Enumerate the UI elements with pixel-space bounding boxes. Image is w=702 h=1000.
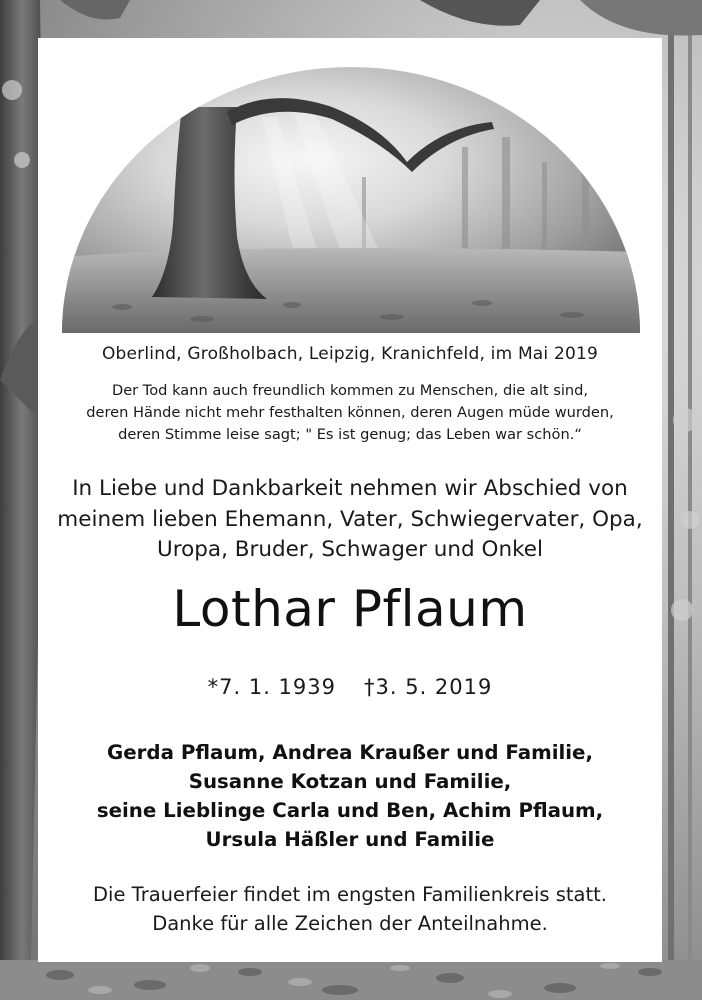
intro-line: In Liebe und Dankbarkeit nehmen wir Abschied von xyxy=(72,476,628,501)
quote-line: Der Tod kann auch freundlich kommen zu Menschen, die alt sind, xyxy=(111,382,589,399)
mourners-line: Ursula Häßler und Familie xyxy=(205,828,495,851)
place-date-line: Oberlind, Großholbach, Leipzig, Kranichfeld, im Mai 2019 xyxy=(101,344,599,364)
intro-line: meinem lieben Ehemann, Vater, Schwiegervater, Opa, xyxy=(57,506,643,532)
birth-date: *7. 1. 1939 xyxy=(207,675,336,699)
funeral-notice xyxy=(38,880,662,938)
quote-block xyxy=(38,380,662,446)
death-date: †3. 5. 2019 xyxy=(364,675,493,699)
intro-line: Uropa, Bruder, Schwager und Onkel xyxy=(157,537,543,562)
mourners-line: seine Lieblinge Carla und Ben, Achim Pflaum, xyxy=(96,799,604,822)
mourners-line: Susanne Kotzan und Familie, xyxy=(188,770,512,793)
life-dates xyxy=(38,675,662,699)
quote-line: deren Hände nicht mehr festhalten können, deren Augen müde wurden, xyxy=(86,404,614,421)
notice-line: Danke für alle Zeichen der Anteilnahme. xyxy=(152,912,548,935)
deceased-name: Lothar Pflaum xyxy=(172,580,528,638)
mourners-block xyxy=(38,738,662,854)
notice-line: Die Trauerfeier findet im engsten Familienkreis statt. xyxy=(93,883,607,906)
quote-line: deren Stimme leise sagt; " Es ist genug; das Leben war schön.“ xyxy=(118,426,582,443)
mourners-line: Gerda Pflaum, Andrea Kraußer und Familie, xyxy=(107,741,593,764)
intro-block xyxy=(38,474,662,566)
